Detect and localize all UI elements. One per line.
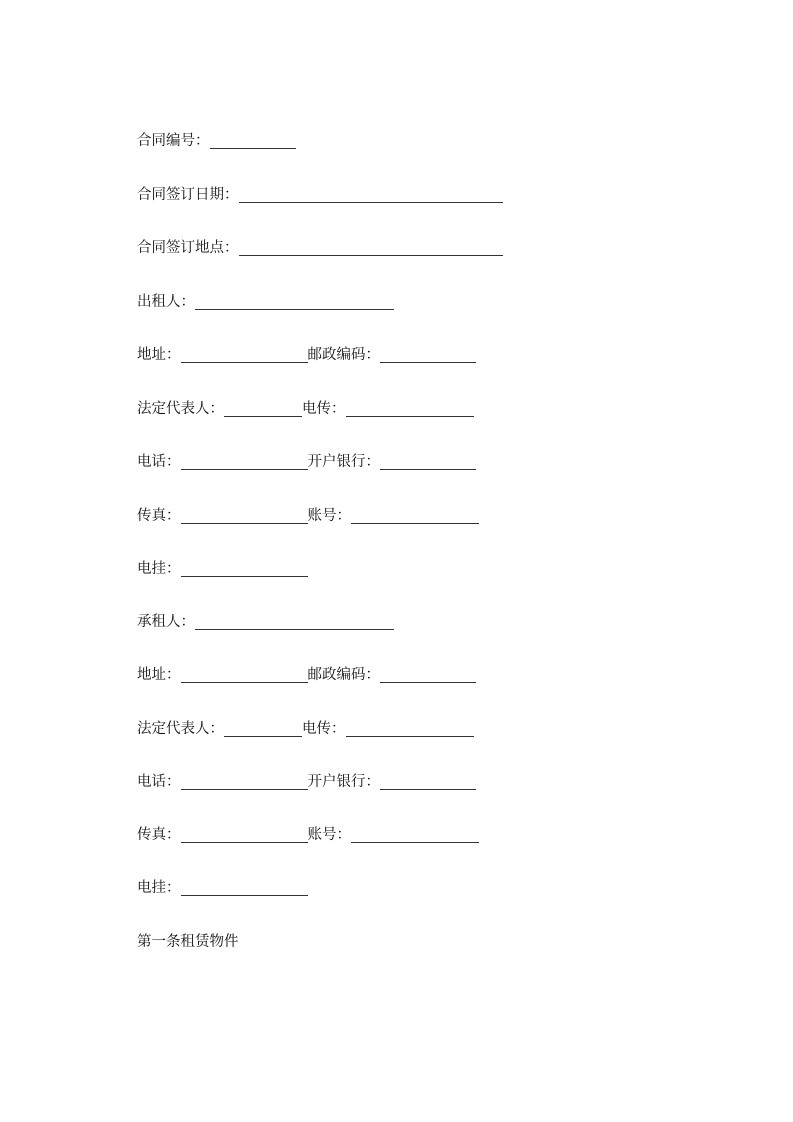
lessor-legal-rep-blank[interactable] xyxy=(224,399,302,417)
lessee-fax-label: 传真： xyxy=(137,827,181,843)
contract-number-label: 合同编号： xyxy=(137,133,210,149)
lessee-fax-row xyxy=(137,825,479,845)
sign-place-label: 合同签订地点： xyxy=(137,240,239,256)
lessee-bank-blank[interactable] xyxy=(380,772,476,790)
lessor-fax-blank[interactable] xyxy=(181,506,308,524)
lessee-phone-label: 电话： xyxy=(137,774,181,790)
lessor-phone-row xyxy=(137,452,476,472)
lessee-account-blank[interactable] xyxy=(351,825,479,843)
lessor-row xyxy=(137,292,394,312)
lessor-cable-row xyxy=(137,559,308,579)
lessee-telex-blank[interactable] xyxy=(346,719,474,737)
lessor-telex-label: 电传： xyxy=(302,401,346,417)
lessor-postcode-label: 邮政编码： xyxy=(307,347,380,363)
lessee-phone-blank[interactable] xyxy=(181,772,308,790)
contract-number-row xyxy=(137,131,296,151)
lessor-phone-blank[interactable] xyxy=(181,452,308,470)
lessee-address-label: 地址： xyxy=(137,667,181,683)
lessee-postcode-blank[interactable] xyxy=(380,665,476,683)
lessee-phone-row xyxy=(137,772,476,792)
lessee-postcode-label: 邮政编码： xyxy=(307,667,380,683)
sign-place-blank[interactable] xyxy=(239,238,503,256)
lessor-account-label: 账号： xyxy=(307,508,351,524)
article-1-title: 第一条租赁物件 xyxy=(137,934,239,950)
lessee-cable-row xyxy=(137,878,308,898)
lessor-address-blank[interactable] xyxy=(181,345,308,363)
lessor-phone-label: 电话： xyxy=(137,454,181,470)
lessor-legal-rep-row xyxy=(137,399,474,419)
sign-date-row xyxy=(137,185,503,205)
lessor-fax-row xyxy=(137,506,479,526)
lessor-legal-rep-label: 法定代表人： xyxy=(137,401,224,417)
lessee-label: 承租人： xyxy=(137,614,195,630)
lessee-legal-rep-blank[interactable] xyxy=(224,719,302,737)
lessor-bank-label: 开户银行： xyxy=(307,454,380,470)
sign-place-row xyxy=(137,238,503,258)
lessor-address-label: 地址： xyxy=(137,347,181,363)
article-1-heading xyxy=(137,932,239,952)
lessor-telex-blank[interactable] xyxy=(346,399,474,417)
lessor-fax-label: 传真： xyxy=(137,508,181,524)
lessee-legal-rep-row xyxy=(137,719,474,739)
lessee-telex-label: 电传： xyxy=(302,721,346,737)
contract-number-blank[interactable] xyxy=(210,131,296,149)
lessor-cable-blank[interactable] xyxy=(181,559,308,577)
lessee-account-label: 账号： xyxy=(307,827,351,843)
lessee-cable-blank[interactable] xyxy=(181,878,308,896)
lessee-bank-label: 开户银行： xyxy=(307,774,380,790)
sign-date-blank[interactable] xyxy=(239,185,503,203)
lessor-label: 出租人： xyxy=(137,294,195,310)
lessee-cable-label: 电挂： xyxy=(137,880,181,896)
lessor-cable-label: 电挂： xyxy=(137,561,181,577)
lessee-address-row xyxy=(137,665,476,685)
lessee-address-blank[interactable] xyxy=(181,665,308,683)
lessor-account-blank[interactable] xyxy=(351,506,479,524)
sign-date-label: 合同签订日期： xyxy=(137,187,239,203)
lessee-row xyxy=(137,612,394,632)
lessor-bank-blank[interactable] xyxy=(380,452,476,470)
lessee-legal-rep-label: 法定代表人： xyxy=(137,721,224,737)
lessor-address-row xyxy=(137,345,476,365)
lessee-fax-blank[interactable] xyxy=(181,825,308,843)
lessor-postcode-blank[interactable] xyxy=(380,345,476,363)
lessee-blank[interactable] xyxy=(195,612,394,630)
lessor-blank[interactable] xyxy=(195,292,394,310)
